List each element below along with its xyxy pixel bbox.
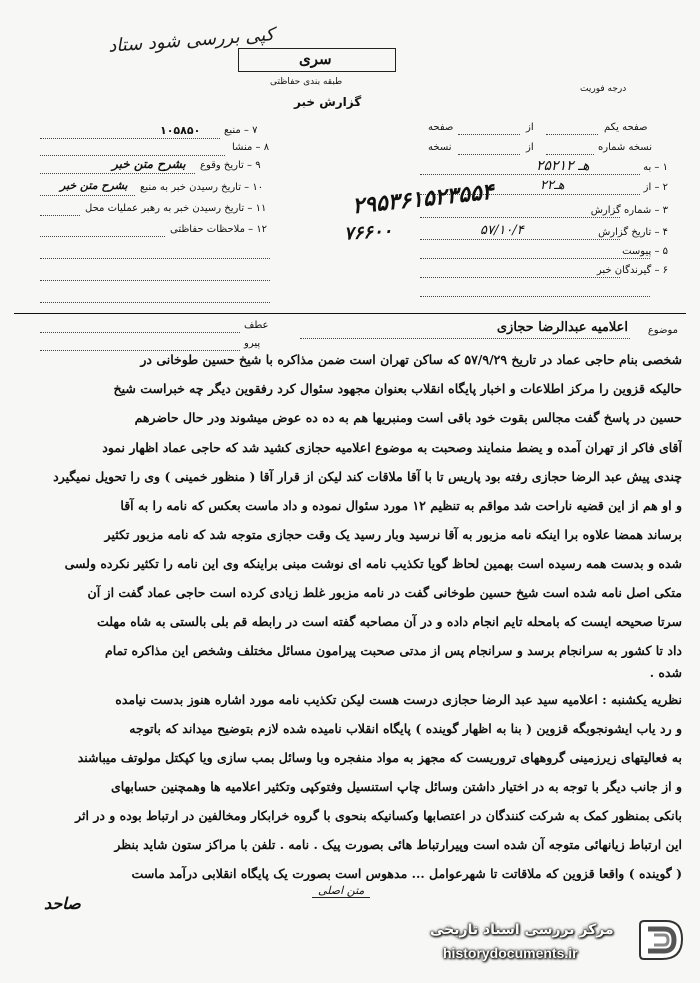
watermark-en: historydocuments.ir: [443, 945, 578, 961]
field-received-source-value: بشرح متن خبر: [60, 179, 128, 192]
watermark-fa: مرکز بررسی اسناد تاریخی: [430, 922, 614, 938]
copy-of: از: [526, 142, 534, 153]
field-recipients-label: ۶ – گیرندگان خبر: [596, 265, 668, 276]
body-line: و رد یاب ایشونجوبگه قزوین ( بنا به اظهار گوینده ) پایگاه انقلاب نامیده شده لازم بتوضیح میداند که باتوجه: [129, 721, 682, 736]
subject-label: موضوع: [647, 325, 678, 336]
body-line: و از جانب دیگر با توجه به در اختیار داشتن وسائل چاپ استنسیل وفتوکپی وتکثیر اعلامیه ها وهمچنین حسابهای: [111, 779, 682, 794]
subject-value: اعلامیه عبدالرضا حجازی: [496, 320, 628, 335]
page-of: از: [526, 122, 534, 133]
peyro-label: پیرو: [244, 338, 261, 349]
body-line: شده و بدست همه رسیده است بهمین لحاظ گویا تکذیب نامه ای نوشت مبنی براینکه وی این نامه را تکثیر نکرده ولسی: [64, 556, 682, 571]
signature: صاحد: [44, 894, 81, 913]
body-line: داد تا کشور به سرانجام برسد و سرانجام پس از مدتی صحبت پیرامون مسائل مختلف وشخص این مذاکره تمام: [104, 643, 682, 658]
field-report-date-label: ۴ – تاریخ گزارش: [598, 227, 668, 238]
bottom-handwriting: متن اصلی: [312, 884, 370, 898]
secret-stamp: [238, 48, 396, 72]
body-line: بانکی بمنظور کمک به شرکت کنندگان در اعتصابها وکسانیکه بنحوی با گروه خرابکار ومخالفین در ارتباط بوده و در اثر: [75, 808, 682, 823]
handwritten-number-secondary: ۷۶۶۰۰: [343, 220, 394, 245]
report-title: گزارش خبر: [294, 95, 362, 109]
priority-label: درجه فوریت: [580, 84, 627, 94]
copy-label: نسخه شماره: [598, 142, 652, 153]
field-attachment-label: ۵ – پیوست: [622, 246, 668, 257]
handwritten-note-top: کپی بررسی شود ستاد: [107, 24, 275, 57]
body-line: چندی پیش عبد الرضا حجازی رفته بود پاریس تا با آقا ملاقات کند لیکن از قرار آقا ( منظور خمینی ) وی را تحویل نمیگیرد: [53, 469, 682, 484]
body-line: حسین در پاسخ گفت مجالس بقوت خود باقی است ومنبریها هم به ده ده عوض میشوند ودر حال حاضرهم: [134, 410, 682, 425]
body-line: ( گوینده ) واقعا قزوین که ملاقاتت تا شهرعوامل ... مدهوس است بصورت یک پایگاه انقلابی درآمد ماست: [131, 866, 682, 881]
field-to-value: ۲۵هـ ۲۱۲: [536, 158, 590, 174]
page-unit: صفحه: [428, 122, 454, 133]
field-occurrence-date-value: بشرح متن خبر: [112, 157, 186, 171]
body-line: این ارتباط زیانهائی متوجه آن شده است وپیرارتباط هائی بصورت پیک . نامه . تلفن با مراکز ستون شاید بنظر: [114, 837, 682, 852]
field-occurrence-date-label: ۹ – تاریخ وقوع: [200, 160, 261, 171]
body-line: برساند همضا علاوه برا اینکه نامه مزبور به آقا نرسید وبار رسید یک وقت حجازی متوجه شد که نامه مزبور تکثیر: [104, 527, 682, 542]
body-line: و او هم از این قضیه ناراحت شد مواقم به تنظیم ۱۲ مورد سئوال نموده و داد ماست بعکس که نامه را به آقا: [120, 498, 682, 513]
field-to-label: ۱ – به: [643, 162, 668, 173]
atf-label: عطف: [244, 320, 269, 331]
field-source-label: ۷ – منبع: [224, 125, 258, 136]
body-line: نظریه یکشنبه : اعلامیه سید عبد الرضا حجازی درست هست لیکن تکذیب نامه مورد اشاره هنوز بدست نیامده: [115, 692, 682, 707]
field-received-source-label: ۱۰ – تاریخ رسیدن خبر به منبع: [140, 182, 264, 193]
archive-logo-icon: [636, 917, 686, 963]
body-line: سرتا صحیحه ایست که بامحله تایم انجام داده و در آن مصاحبه گفته است در رابطه قم بلی بالستی به شاه مهلت: [96, 614, 682, 629]
body-line: به فعالیتهای زیرزمینی گروههای تروریست که مجهز به مواد منفجره وبا وسائل بمب سازی ویا کپکتل مولوتف میباشند: [77, 750, 682, 765]
secret-stamp-text: سری: [299, 50, 332, 68]
body-line: شخصی بنام حاجی عماد در تاریخ ۵۷/۹/۲۹ که ساکن تهران است ضمن مذاکره با شیخ حسین طوخانی در: [140, 352, 682, 367]
handwritten-report-number: ۲۹۵۳۶۱۵۲۳۵۵۴: [351, 178, 495, 220]
classification-label: طبقه بندی حفاظتی: [270, 77, 343, 87]
field-report-number-label: ۳ – شماره گزارش: [590, 205, 668, 216]
body-line: آقای فاکر از تهران آمده و یضط منمایند وصحبت به موضوع اعلامیه حجازی کشید شد که حاجی عماد اظهار نمود: [102, 440, 682, 455]
field-protection-notes-label: ۱۲ – ملاحظات حفاظتی: [170, 224, 268, 235]
field-from-value: ۲۲هـ: [540, 178, 565, 193]
body-line: حالیکه قزوین را مرکز اطلاعات و اخبار پایگاه انقلاب بعنوان مجهود سئوال کرد رفقوین دیگر چه خبراست شیخ: [113, 381, 682, 396]
field-origin-label: ۸ – منشا: [232, 142, 270, 153]
field-from-label: ۲ – از: [643, 182, 668, 193]
page-label: صفحه یکم: [604, 122, 648, 133]
body-line: شده .: [649, 665, 682, 680]
field-report-date-value: ۵۷/۱۰/۴: [480, 223, 524, 238]
copy-unit: نسخه: [428, 142, 452, 153]
body-line: متکی اصل نامه شده است شیخ حسین طوخانی گفت در نامه مزبور غلط زیادی کرده است حاجی عماد گفت از آن: [87, 585, 682, 600]
field-source-value: ۱۰۵۸۵۰: [160, 124, 201, 137]
field-received-leader-label: ۱۱ – تاریخ رسیدن خبر به رهبر عملیات محل: [85, 203, 267, 214]
